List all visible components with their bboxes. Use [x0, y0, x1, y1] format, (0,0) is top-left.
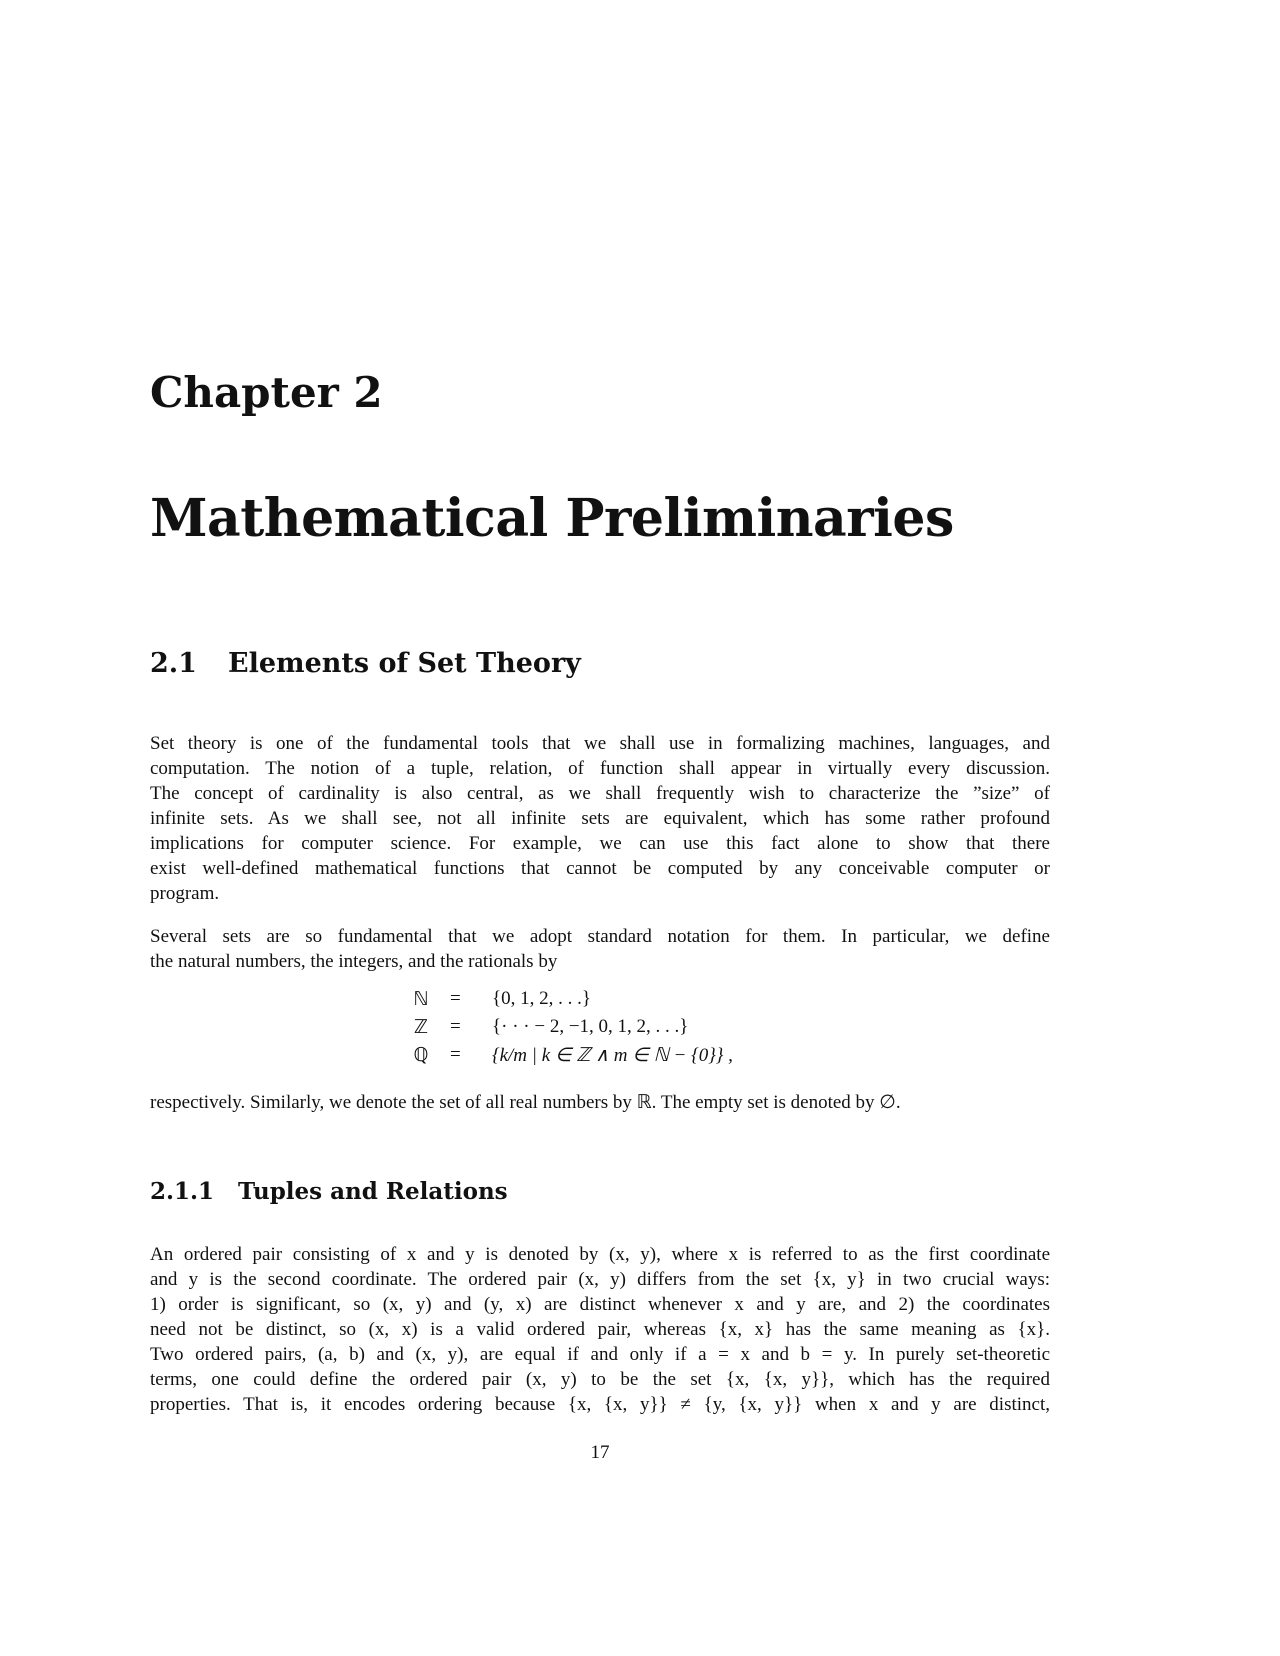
paragraph-line: program.: [150, 883, 220, 904]
paragraph-ordered-pair: [150, 1242, 1050, 1417]
equation-equals: =: [450, 1044, 461, 1065]
paragraph-line: Several sets are so fundamental that we adopt standard notation for them. In particular, we define: [150, 926, 1050, 947]
paragraph-line: the natural numbers, the integers, and the rationals by: [150, 951, 558, 972]
paragraph-line: implications for computer science. For example, we can use this fact alone to show that there: [150, 833, 1050, 854]
chapter-title: Mathematical Preliminaries: [150, 488, 954, 549]
section-number: 2.1: [150, 648, 197, 679]
paragraph-intro: [150, 731, 1050, 906]
section-heading: [150, 648, 581, 679]
equation-rhs: {0, 1, 2, . . .}: [492, 988, 591, 1009]
paragraph-respectively: [150, 1090, 1050, 1115]
paragraph-line: Two ordered pairs, (a, b) and (x, y), are equal if and only if a = x and b = y. In purely set-theoretic: [150, 1344, 1050, 1365]
paragraph-line: 1) order is significant, so (x, y) and (y, x) are distinct whenever x and y are, and 2) the coordinates: [150, 1294, 1050, 1315]
equation-rhs: {k/m | k ∈ ℤ ∧ m ∈ ℕ − {0}} ,: [492, 1045, 733, 1066]
paragraph-line: The concept of cardinality is also central, as we shall frequently wish to characterize the ”size” of: [150, 783, 1050, 804]
paragraph-line: and y is the second coordinate. The ordered pair (x, y) differs from the set {x, y} in two crucial ways:: [150, 1269, 1050, 1290]
paragraph-line: infinite sets. As we shall see, not all infinite sets are equivalent, which has some rather profound: [150, 808, 1050, 829]
equation-lhs: ℕ: [413, 989, 429, 1010]
section-title: Elements of Set Theory: [228, 648, 581, 679]
subsection-number: 2.1.1: [150, 1178, 215, 1205]
paragraph-line: exist well-defined mathematical functions that cannot be computed by any conceivable computer or: [150, 858, 1050, 879]
subsection-title: Tuples and Relations: [238, 1178, 508, 1205]
equation-rhs: {· · · − 2, −1, 0, 1, 2, . . .}: [492, 1016, 689, 1037]
page-number: 17: [590, 1442, 610, 1463]
chapter-label: Chapter 2: [150, 368, 383, 417]
paragraph-line: An ordered pair consisting of x and y is denoted by (x, y), where x is referred to as the first coordinate: [150, 1244, 1050, 1265]
equation-lhs: ℤ: [413, 1017, 429, 1038]
equation-lhs: ℚ: [413, 1045, 429, 1066]
equation-equals: =: [450, 1016, 461, 1037]
paragraph-line: properties. That is, it encodes ordering because {x, {x, y}} ≠ {y, {x, y}} when x and y are distinct,: [150, 1394, 1050, 1415]
paragraph-line: computation. The notion of a tuple, relation, of function shall appear in virtually every discussion.: [150, 758, 1050, 779]
paragraph-line: need not be distinct, so (x, x) is a valid ordered pair, whereas {x, x} has the same meaning as {x}.: [150, 1319, 1050, 1340]
paragraph-line: respectively. Similarly, we denote the set of all real numbers by ℝ. The empty set is denoted by ∅.: [150, 1092, 901, 1113]
subsection-heading: [150, 1178, 508, 1205]
paragraph-line: terms, one could define the ordered pair (x, y) to be the set {x, {x, y}}, which has the required: [150, 1369, 1050, 1390]
equation-equals: =: [450, 988, 461, 1009]
paragraph-sets: [150, 924, 1050, 974]
paragraph-line: Set theory is one of the fundamental tools that we shall use in formalizing machines, languages, and: [150, 733, 1050, 754]
